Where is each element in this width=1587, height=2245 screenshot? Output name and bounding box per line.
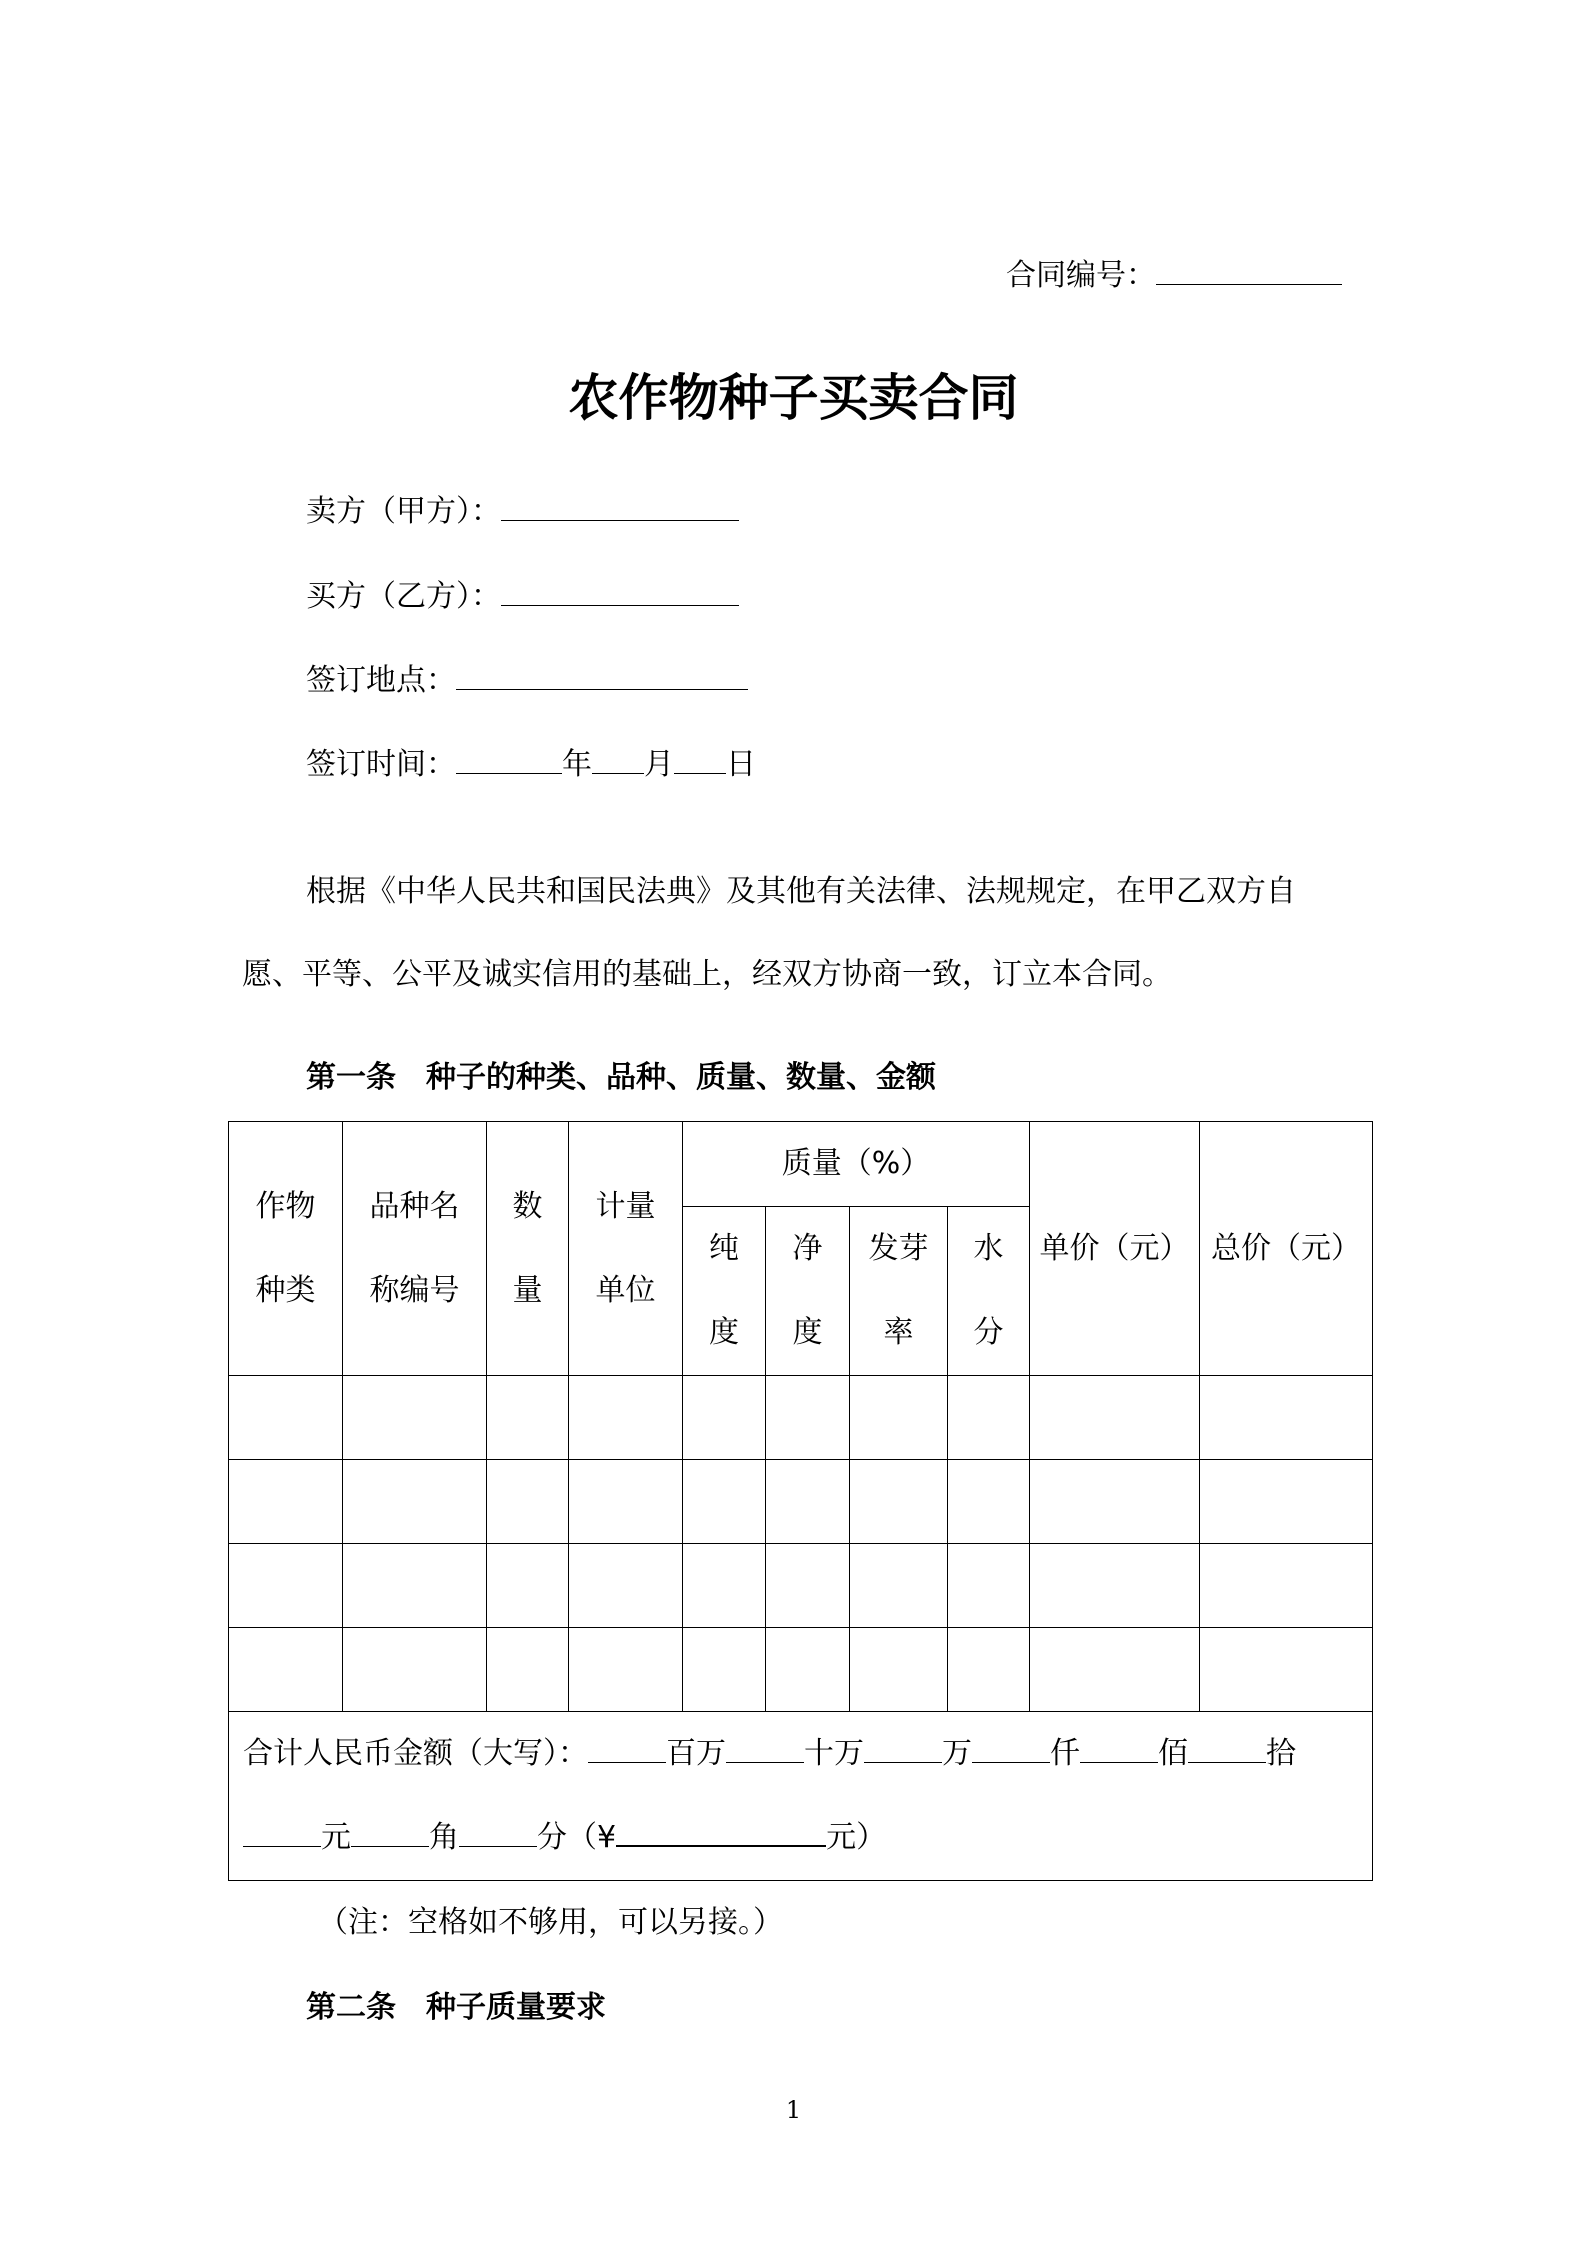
header-quality: 质量（%） (683, 1122, 1030, 1207)
table-cell[interactable] (948, 1376, 1030, 1460)
table-cell[interactable] (1030, 1544, 1200, 1628)
unit-jiao: 角 (429, 1820, 459, 1855)
place-line (306, 661, 748, 701)
table-cell[interactable] (1200, 1628, 1373, 1712)
table-cell[interactable] (487, 1544, 569, 1628)
table-cell[interactable] (1200, 1460, 1373, 1544)
header-total-price: 总价（元） (1200, 1122, 1373, 1376)
table-cell[interactable] (343, 1628, 487, 1712)
article-2-heading: 第二条 种子质量要求 (306, 1990, 606, 2025)
contract-number-label: 合同编号： (1006, 258, 1156, 293)
table-cell[interactable] (850, 1376, 948, 1460)
table-cell[interactable] (766, 1376, 850, 1460)
blank-bai[interactable] (1080, 1734, 1158, 1763)
yen-open: （¥ (567, 1820, 617, 1855)
table-row (229, 1544, 1373, 1628)
unit-bai: 佰 (1158, 1736, 1188, 1771)
seed-table (228, 1121, 1373, 1881)
table-cell[interactable] (229, 1376, 343, 1460)
seller-line (306, 492, 739, 532)
blank-jiao[interactable] (351, 1818, 429, 1847)
total-amount-cell (229, 1712, 1373, 1881)
header-unit: 计量 单位 (569, 1122, 683, 1376)
table-cell[interactable] (683, 1460, 766, 1544)
header-germination: 发芽 率 (850, 1207, 948, 1376)
table-cell[interactable] (569, 1544, 683, 1628)
table-cell[interactable] (683, 1628, 766, 1712)
time-label: 签订时间： (306, 747, 456, 782)
total-row (229, 1712, 1373, 1881)
table-cell[interactable] (569, 1628, 683, 1712)
page-number: 1 (785, 2096, 802, 2124)
header-crop-type: 作物 种类 (229, 1122, 343, 1376)
table-row (229, 1460, 1373, 1544)
table-cell[interactable] (487, 1628, 569, 1712)
table-cell[interactable] (850, 1460, 948, 1544)
table-cell[interactable] (850, 1544, 948, 1628)
time-line (306, 745, 756, 785)
month-label: 月 (644, 747, 674, 782)
unit-fen: 分 (537, 1820, 567, 1855)
table-cell[interactable] (343, 1460, 487, 1544)
table-cell[interactable] (766, 1460, 850, 1544)
table-cell[interactable] (569, 1376, 683, 1460)
table-cell[interactable] (1200, 1544, 1373, 1628)
unit-wan: 万 (942, 1736, 972, 1771)
table-cell[interactable] (569, 1460, 683, 1544)
table-row (229, 1376, 1373, 1460)
table-cell[interactable] (683, 1544, 766, 1628)
contract-number-blank[interactable] (1156, 256, 1342, 285)
header-unit-price: 单价（元） (1030, 1122, 1200, 1376)
blank-shiwan[interactable] (726, 1734, 804, 1763)
preamble-line-1: 根据《中华人民共和国民法典》及其他有关法律、法规规定，在甲乙双方自 (306, 874, 1296, 909)
year-blank[interactable] (456, 745, 562, 774)
table-cell[interactable] (343, 1376, 487, 1460)
blank-yuan[interactable] (243, 1818, 321, 1847)
blank-shi[interactable] (1188, 1734, 1266, 1763)
buyer-label: 买方（乙方）： (306, 579, 501, 614)
contract-number-line (1006, 256, 1342, 296)
yen-close: 元） (826, 1820, 887, 1855)
preamble-line-2: 愿、平等、公平及诚实信用的基础上，经双方协商一致，订立本合同。 (242, 957, 1172, 992)
header-purity: 纯 度 (683, 1207, 766, 1376)
blank-wan[interactable] (864, 1734, 942, 1763)
table-cell[interactable] (948, 1544, 1030, 1628)
table-cell[interactable] (487, 1460, 569, 1544)
day-blank[interactable] (674, 745, 726, 774)
table-cell[interactable] (229, 1460, 343, 1544)
place-blank[interactable] (456, 661, 748, 690)
place-label: 签订地点： (306, 663, 456, 698)
total-label: 合计人民币金额（大写）： (243, 1736, 588, 1771)
month-blank[interactable] (592, 745, 644, 774)
seller-blank[interactable] (501, 492, 739, 521)
buyer-blank[interactable] (501, 577, 739, 606)
page-title: 农作物种子买卖合同 (568, 368, 1019, 427)
unit-shi: 拾 (1266, 1736, 1296, 1771)
table-cell[interactable] (1200, 1376, 1373, 1460)
header-variety: 品种名 称编号 (343, 1122, 487, 1376)
header-moisture: 水 分 (948, 1207, 1030, 1376)
table-cell[interactable] (850, 1628, 948, 1712)
table-cell[interactable] (343, 1544, 487, 1628)
blank-baiwan[interactable] (588, 1734, 666, 1763)
table-cell[interactable] (766, 1628, 850, 1712)
unit-qian: 仟 (1050, 1736, 1080, 1771)
table-cell[interactable] (766, 1544, 850, 1628)
table-cell[interactable] (229, 1628, 343, 1712)
header-quantity: 数 量 (487, 1122, 569, 1376)
table-cell[interactable] (1030, 1628, 1200, 1712)
article-1-heading: 第一条 种子的种类、品种、质量、数量、金额 (306, 1060, 936, 1095)
table-cell[interactable] (948, 1628, 1030, 1712)
blank-qian[interactable] (972, 1734, 1050, 1763)
unit-yuan: 元 (321, 1820, 351, 1855)
table-cell[interactable] (948, 1460, 1030, 1544)
table-cell[interactable] (229, 1544, 343, 1628)
table-note: （注：空格如不够用，可以另接。） (318, 1905, 783, 1940)
seller-label: 卖方（甲方）： (306, 494, 501, 529)
blank-fen[interactable] (459, 1818, 537, 1847)
table-cell[interactable] (1030, 1376, 1200, 1460)
buyer-line (306, 577, 739, 617)
header-cleanliness: 净 度 (766, 1207, 850, 1376)
unit-baiwan: 百万 (666, 1736, 726, 1771)
table-cell[interactable] (487, 1376, 569, 1460)
table-row (229, 1628, 1373, 1712)
blank-yen-amount[interactable] (616, 1817, 826, 1847)
table-cell[interactable] (683, 1376, 766, 1460)
day-label: 日 (726, 747, 756, 782)
year-label: 年 (562, 747, 592, 782)
unit-shiwan: 十万 (804, 1736, 864, 1771)
table-cell[interactable] (1030, 1460, 1200, 1544)
